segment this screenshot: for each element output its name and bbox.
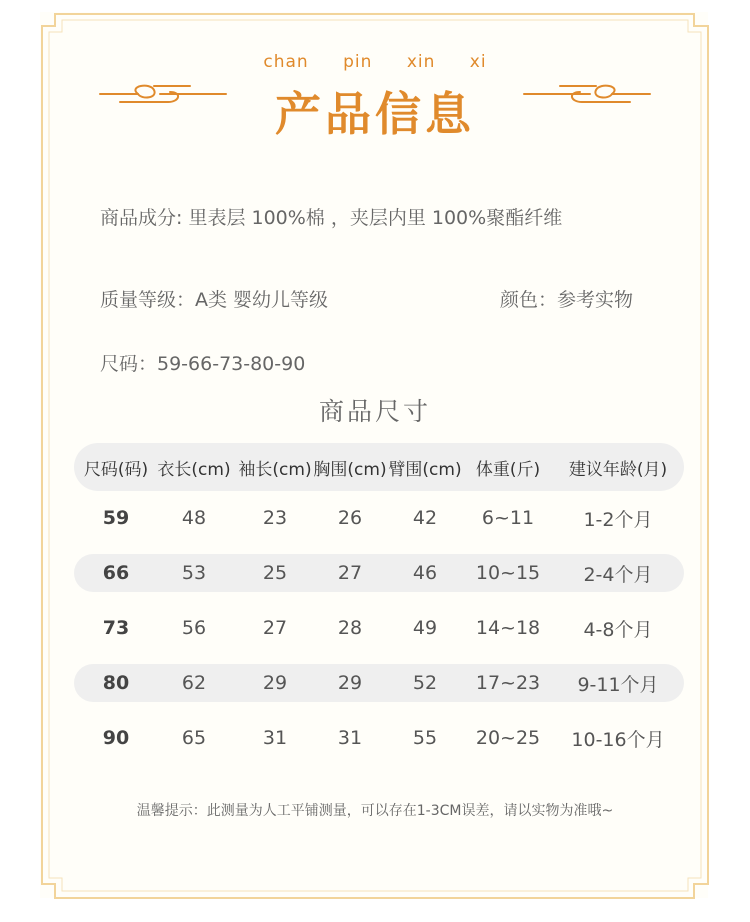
size-list: 尺码：59-66-73-80-90: [100, 353, 306, 375]
table-cell: 10-16个月: [571, 728, 665, 751]
table-cell: 17~23: [475, 672, 541, 694]
table-cell: 2-4个月: [583, 563, 653, 586]
table-cell: 65: [181, 727, 207, 749]
column-header: 胸围(cm): [313, 459, 387, 480]
table-row: [74, 719, 684, 757]
table-cell: 20~25: [475, 727, 541, 749]
size-chart-title: 商品尺寸: [318, 397, 431, 426]
table-cell: 49: [412, 617, 438, 639]
table-cell: 23: [262, 507, 288, 529]
pinyin-syllable: pin: [343, 52, 373, 72]
column-header: 袖长(cm): [238, 459, 312, 480]
table-cell: 6~11: [481, 507, 535, 529]
pinyin-syllable: xin: [406, 52, 436, 72]
color-info: 颜色：参考实物: [500, 289, 634, 311]
table-cell: 66: [102, 562, 130, 584]
table-cell: 31: [337, 727, 363, 749]
table-cell: 42: [412, 507, 438, 529]
table-cell: 28: [337, 617, 363, 639]
table-cell: 25: [262, 562, 288, 584]
pinyin-syllable: xi: [469, 52, 487, 72]
table-cell: 73: [102, 617, 130, 639]
table-cell: 29: [337, 672, 363, 694]
page-title: 产品信息: [275, 87, 475, 141]
table-cell: 29: [262, 672, 288, 694]
material-info: 商品成分: 里表层 100%棉 ，夹层内里 100%聚酯纤维: [100, 207, 563, 229]
column-header: 体重(斤): [475, 459, 541, 480]
table-cell: 56: [181, 617, 207, 639]
table-row: [74, 609, 684, 647]
table-cell: 80: [102, 672, 130, 694]
table-cell: 52: [412, 672, 438, 694]
quality-grade: 质量等级：A类 婴幼儿等级: [100, 289, 329, 311]
table-cell: 27: [262, 617, 288, 639]
table-cell: 27: [337, 562, 363, 584]
table-cell: 90: [102, 727, 130, 749]
size-table: [74, 443, 684, 774]
column-header: 尺码(码): [83, 459, 149, 480]
table-cell: 59: [102, 507, 130, 529]
table-cell: 31: [262, 727, 288, 749]
table-header-row: [74, 443, 684, 491]
table-row: [74, 664, 684, 702]
table-cell: 26: [337, 507, 363, 529]
table-cell: 46: [412, 562, 438, 584]
table-cell: 48: [181, 507, 207, 529]
table-cell: 14~18: [475, 617, 541, 639]
measurement-note: 温馨提示：此测量为人工平铺测量，可以存在1-3CM误差，请以实物为准哦~: [136, 803, 614, 819]
table-cell: 55: [412, 727, 438, 749]
table-cell: 53: [181, 562, 207, 584]
table-cell: 62: [181, 672, 207, 694]
table-row: [74, 554, 684, 592]
table-cell: 9-11个月: [577, 673, 659, 696]
title-pinyin: [0, 52, 750, 72]
column-header: 衣长(cm): [157, 459, 231, 480]
table-cell: 10~15: [475, 562, 541, 584]
table-cell: 4-8个月: [583, 618, 653, 641]
column-header: 臂围(cm): [388, 459, 462, 480]
table-row: [74, 499, 684, 537]
pinyin-syllable: chan: [263, 52, 309, 72]
table-cell: 1-2个月: [583, 508, 653, 531]
column-header: 建议年龄(月): [568, 459, 668, 480]
